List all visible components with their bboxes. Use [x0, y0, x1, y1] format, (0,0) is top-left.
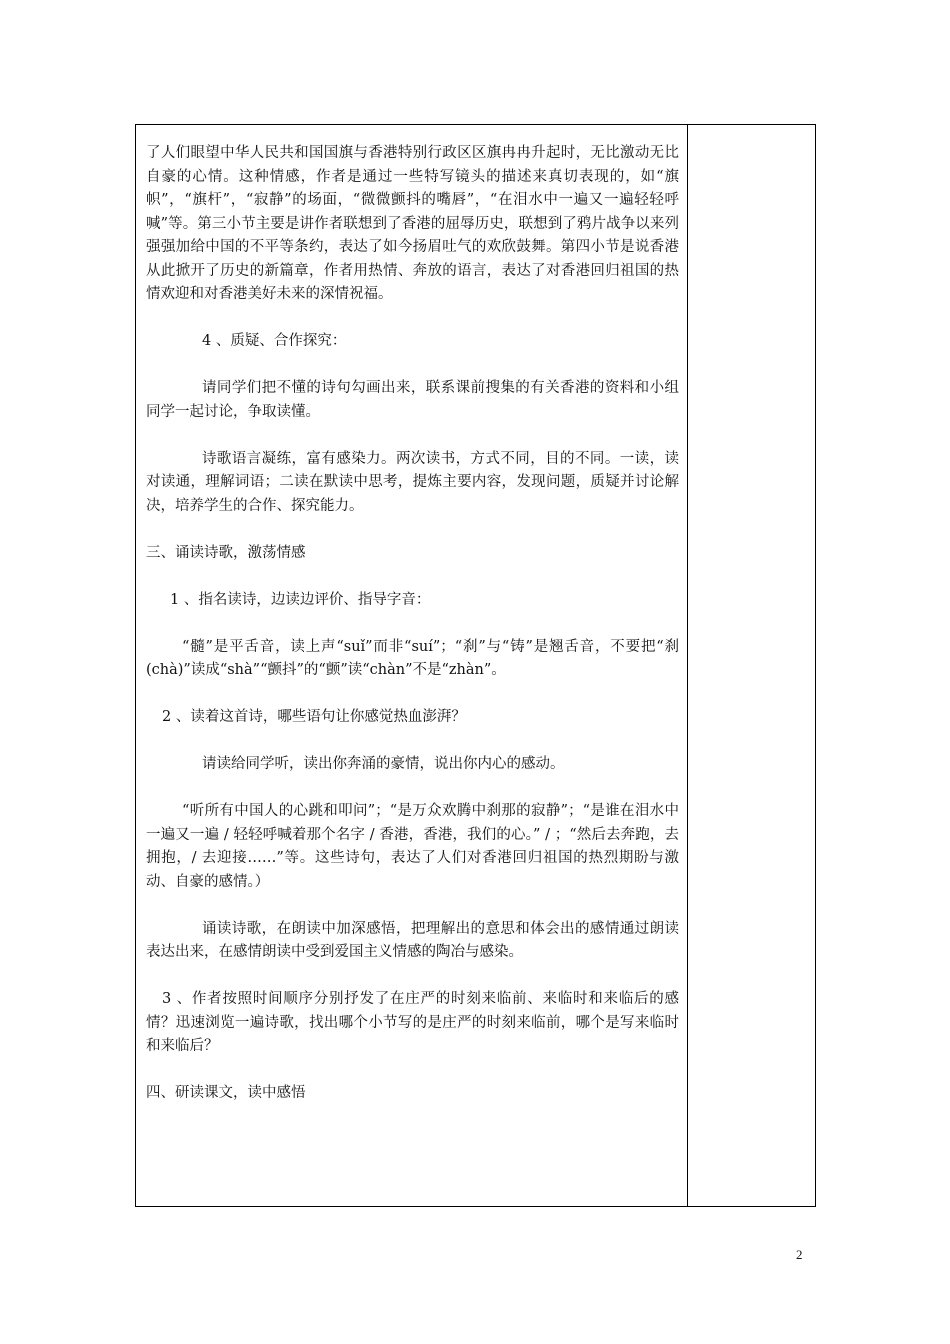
- spacer: [146, 612, 679, 636]
- spacer: [146, 565, 679, 589]
- heading-time-order: 3 、作者按照时间顺序分别抒发了在庄严的时刻来临前、来临时和来临后的感情？迅速浏览一遍诗歌，找出哪个小节写的是庄严的时刻来临前，哪个是写来临时和来临后？: [146, 991, 679, 1054]
- lesson-plan-table: [135, 124, 816, 1207]
- heading-question-explore: 4 、质疑、合作探究：: [202, 333, 347, 349]
- spacer: [146, 683, 679, 707]
- spacer: [146, 307, 679, 331]
- spacer: [146, 730, 679, 754]
- spacer: [146, 354, 679, 378]
- paragraph-design-intent: 诗歌语言凝练，富有感染力。两次读书，方式不同，目的不同。一读，读对读通，理解词语；二读在默读中思考，提炼主要内容，发现问题，质疑并讨论解决，培养学生的合作、探究能力。: [146, 450, 679, 514]
- paragraph-stanza-analysis: 了人们眼望中华人民共和国国旗与香港特别行政区区旗冉冉升起时，无比激动无比自豪的心情。这种情感，作者是通过一些特写镜头的描述来真切表现的，如“旗帜”，“旗杆”，“寂静”的场面，“微微颤抖的嘴唇”，“在泪水中一遍又一遍轻轻呼喊”等。第三小节主要是讲作者联想到了香港的屈辱历史，联想到了鸦片战争以来列强强加给中国的不平等条约，表达了如今扬眉吐气的欢欣鼓舞。第四小节是说香港从此掀开了历史的新篇章，作者用热情、奔放的语言，表达了对香港回归祖国的热情欢迎和对香港美好未来的深情祝福。: [146, 145, 679, 302]
- spacer: [146, 424, 679, 448]
- spacer: [146, 894, 679, 918]
- paragraph-group-discussion: 请同学们把不懂的诗句勾画出来，联系课前搜集的有关香港的资料和小组同学一起讨论，争取读懂。: [146, 380, 679, 420]
- spacer: [146, 965, 679, 989]
- spacer: [146, 777, 679, 801]
- paragraph-quoted-lines: “听所有中国人的心跳和叩问”；“是万众欢腾中刹那的寂静”；“是谁在泪水中一遍又一遍 / 轻轻呼喊着那个名字 / 香港，香港，我们的心。” / ；“然后去奔跑，去拥抱，/ 去迎接……”等。这些诗句，表达了人们对香港回归祖国的热烈期盼与激动、自豪的感情。）: [146, 803, 679, 890]
- heading-read-aloud: 1 、指名读诗，边读边评价、指导字音：: [170, 591, 431, 608]
- page-number: 2: [796, 1247, 803, 1262]
- section-heading-study-text: 四、研读课文，读中感悟: [146, 1085, 306, 1101]
- spacer: [146, 1059, 679, 1083]
- paragraph-recite-feeling: 诵读诗歌，在朗读中加深感悟，把理解出的意思和体会出的感情通过朗读表达出来，在感情朗读中受到爱国主义情感的陶冶与感染。: [146, 920, 679, 960]
- section-heading-recite: 三、诵读诗歌，激荡情感: [146, 544, 306, 561]
- main-content-cell: [136, 125, 688, 1206]
- spacer: [146, 518, 679, 542]
- notes-cell: [688, 125, 815, 1206]
- paragraph-pronunciation: “髓”是平舌音，读上声“suǐ”而非“suí”；“刹”与“铸”是翘舌音，不要把“刹(chà)”读成“shà”“颤抖”的“颤”读“chàn”不是“zhàn”。: [146, 638, 679, 678]
- paragraph-read-to-classmates: 请读给同学听，读出你奔涌的豪情，说出你内心的感动。: [202, 756, 565, 772]
- heading-stirring-lines: 2 、读着这首诗，哪些语句让你感觉热血澎湃？: [162, 709, 466, 725]
